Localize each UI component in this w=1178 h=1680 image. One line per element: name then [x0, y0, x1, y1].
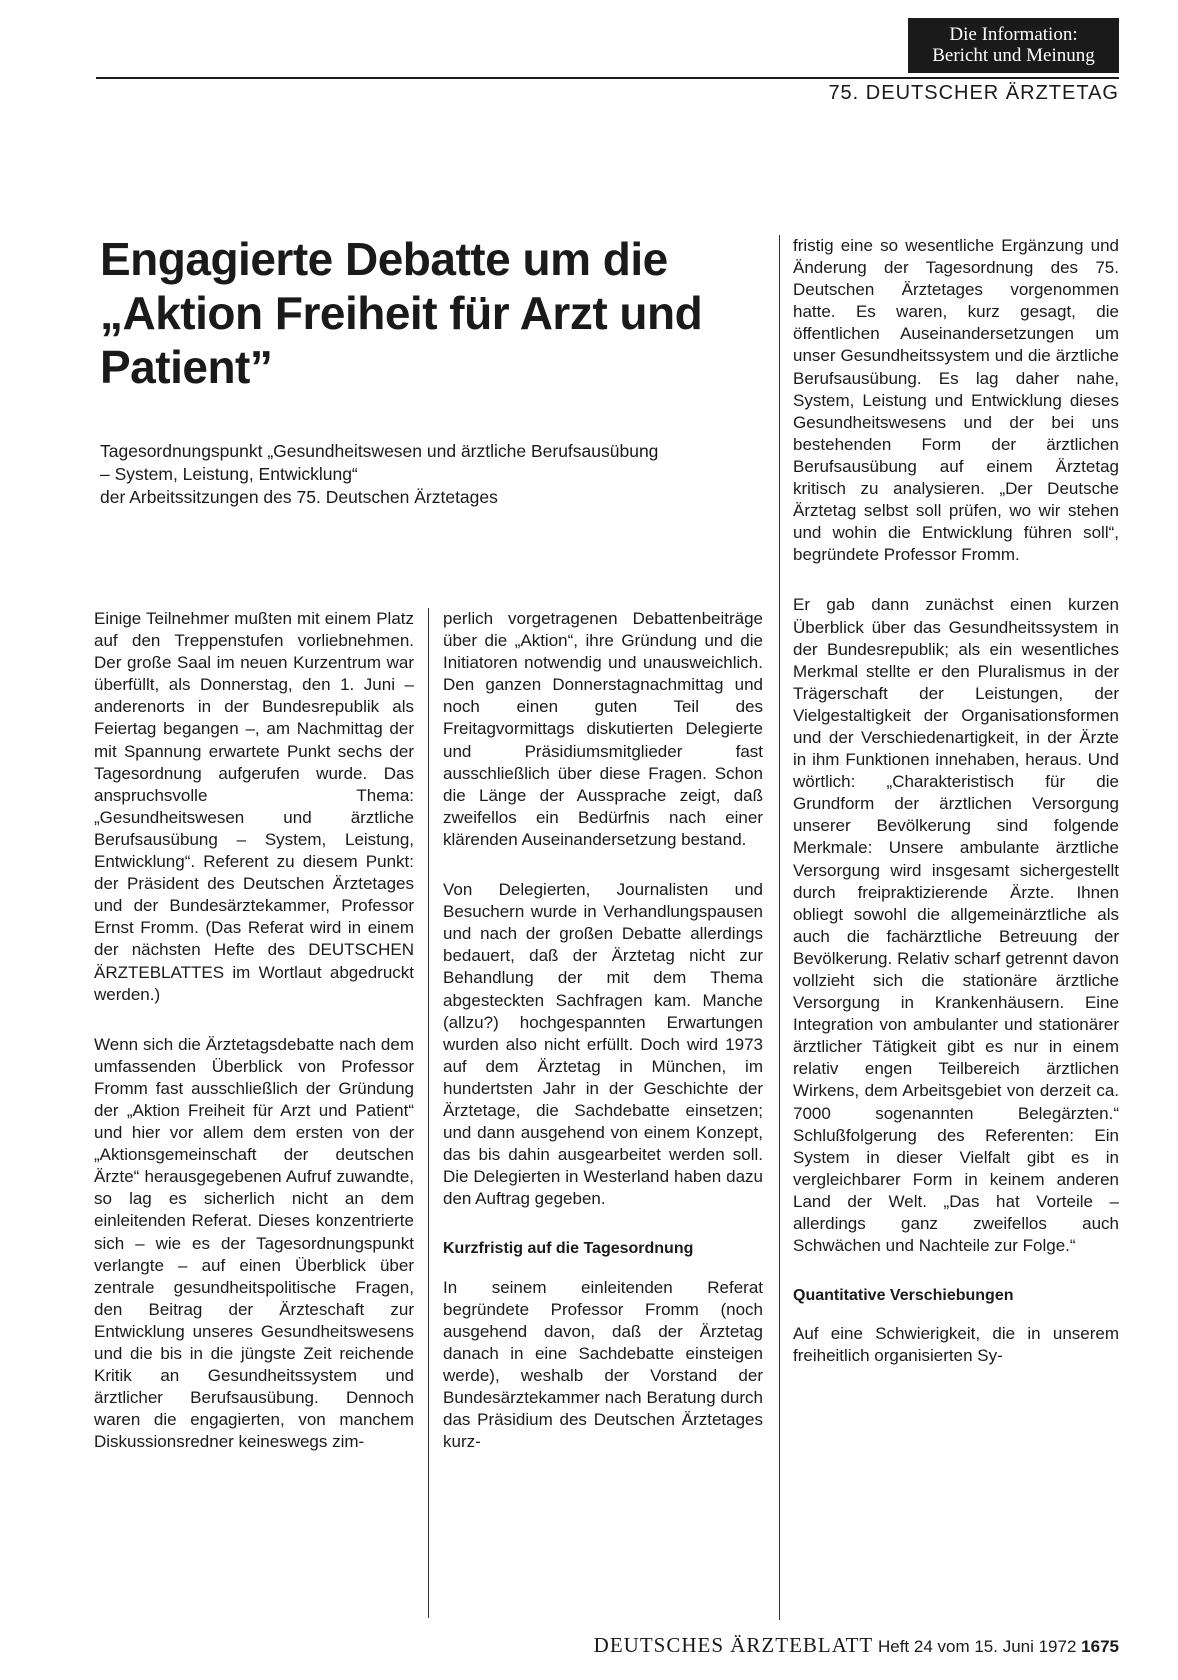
article-subtitle: [100, 440, 760, 509]
paragraph: Von Delegierten, Journalisten und Besuchern wurde in Verhandlungspausen und nach der großen Debatte allerdings bedauert, daß der Ärztetag nicht zur Behandlung der mit dem Thema abgesteckten Sachfragen kam. Manche (allzu?) hochgespannten Erwartungen wurden also nicht erfüllt. Doch wird 1973 auf dem Ärztetag in München, im hundertsten Jahr in der Geschichte der Ärztetage, die Sachdebatte einsetzen; und dann ausgehend von einem Konzept, das bis dahin ausgearbeitet werden soll. Die Delegierten in Westerland haben dazu den Auftrag gegeben.: [443, 880, 763, 1209]
paragraph: Einige Teilnehmer mußten mit einem Platz auf den Treppenstufen vorliebnehmen. Der große Saal im neuen Kurzentrum war überfüllt, als Donnerstag, den 1. Juni – anderenorts in der Bundesrepublik als Feiertag begangen –, am Nachmittag der mit Spannung erwartete Punkt sechs der Tagesordnung aufgerufen wurde. Das anspruchsvolle Thema: „Gesundheitswesen und ärztliche Berufsausübung – System, Leistung, Entwicklung“. Referent zu diesem Punkt: der Präsident des Deutschen Ärztetages und der Bundesärztekammer, Professor Ernst Fromm. (Das Referat wird in einem der nächsten Hefte des DEUTSCHEN ÄRZTEBLATTES im Wortlaut abgedruckt werden.): [94, 609, 414, 1004]
subtitle-line-1: Tagesordnungspunkt „Gesundheitswesen und ärztliche Berufsausübung: [100, 441, 659, 461]
text-column-1: [94, 608, 414, 1481]
subheading: Quantitative Verschiebungen: [793, 1287, 1014, 1305]
page-number: 1675: [1081, 1637, 1119, 1656]
article-title: Engagierte Debatte um die „Aktion Freiheit für Arzt und Patient”: [100, 233, 703, 393]
text-column-2: [443, 608, 763, 1481]
paragraph: Er gab dann zunächst einen kurzen Überblick über das Gesundheitssystem in der Bundesrepublik; als ein wesentliches Merkmal stellte er den Pluralismus in der Trägerschaft der Leistungen, der Vielgestaltigkeit der Organisationsformen und der Verschiedenartigkeit, in der Ärzte in ihm Funktionen innehaben, heraus. Und wörtlich: „Charakteristisch für die Grundform der ärztlichen Versorgung unserer Bevölkerung sind folgende Merkmale: Unsere ambulante ärztliche Versorgung wird insgesamt sichergestellt durch freipraktizierende Ärzte. Ihnen obliegt sowohl die allgemeinärztliche als auch die fachärztliche Betreuung der Bevölkerung. Relativ scharf getrennt davon vollzieht sich die stationäre ärztliche Versorgung in Krankenhäusern. Eine Integration von ambulanter und stationärer ärztlicher Tätigkeit gibt es nur in einem relativ engen Teilbereich ärztlichen Wirkens, dem Arbeitsgebiet von derzeit ca. 7000 sogenannten Belegärzten.“ Schlußfolgerung des Referenten: Ein System in dieser Vielfalt gibt es in vergleichbarer Form in keinem anderen Land der Welt. „Das hat Vorteile – allerdings ganz zweifellos auch Schwächen und Nachteile zur Folge.“: [793, 595, 1119, 1256]
column-divider: [779, 235, 780, 1620]
text-column-3: [793, 235, 1119, 1396]
subtitle-line-3: der Arbeitssitzungen des 75. Deutschen Ärztetages: [100, 487, 498, 507]
paragraph: Wenn sich die Ärztetagsdebatte nach dem umfassenden Überblick von Professor Fromm fast ausschließlich der Gründung der „Aktion Freiheit für Arzt und Patient“ und hier vor allem dem ersten von der „Aktionsgemeinschaft der deutschen Ärzte“ herausgegebenen Aufruf zuwandte, so lag es sicherlich nicht an dem einleitenden Referat. Dieses konzentrierte sich – wie es der Tagesordnungspunkt verlangte – auf einen Überblick über zentrale gesundheitspolitische Fragen, den Beitrag der Ärzteschaft zur Entwicklung unseres Gesundheitswesens und die bis in die jüngste Zeit reichende Kritik an Gesundheitssystem und ärztlicher Berufsausübung. Dennoch waren die engagierten, von manchem Diskussionsredner keineswegs zim-: [94, 1034, 414, 1452]
rubric-box: [908, 18, 1119, 73]
rubric-line-2: Bericht und Meinung: [932, 45, 1095, 66]
paragraph: In seinem einleitenden Referat begründete Professor Fromm (noch ausgehend davon, daß der Ärztetag danach in eine Sachdebatte einsteigen werde), weshalb der Vorstand der Bundesärztekammer nach Beratung durch das Präsidium des Deutschen Ärztetages kurz-: [443, 1277, 763, 1452]
subheading: Kurzfristig auf die Tagesordnung: [443, 1240, 694, 1258]
issue-info: Heft 24 vom 15. Juni 1972: [877, 1637, 1077, 1656]
rubric-line-1: Die Information:: [949, 24, 1078, 45]
paragraph: fristig eine so wesentliche Ergänzung und Änderung der Tagesordnung des 75. Deutschen Ärztetages vorgenommen hatte. Es waren, kurz gesagt, die öffentlichen Auseinandersetzungen um unser Gesundheitssystem und die ärztliche Berufsausübung. Es lag daher nahe, System, Leistung und Entwicklung dieses Gesundheitswesens und der bei uns bestehenden Form der ärztlichen Berufsausübung auf einem Ärztetag kritisch zu analysieren. „Der Deutsche Ärztetag selbst soll prüfen, wo wir stehen und wohin die Entwicklung führen soll“, begründete Professor Fromm.: [793, 236, 1119, 565]
page-footer: [594, 1633, 1119, 1658]
section-label: 75. DEUTSCHER ÄRZTETAG: [828, 82, 1119, 104]
column-divider: [428, 608, 429, 1618]
magazine-name: DEUTSCHES ÄRZTEBLATT: [593, 1633, 874, 1657]
paragraph: perlich vorgetragenen Debattenbeiträge über die „Aktion“, ihre Gründung und die Initiatoren notwendig und unausweichlich. Den ganzen Donnerstagnachmittag und noch einen guten Teil des Freitagvormittags diskutierten Delegierte und Präsidiumsmitglieder fast ausschließlich über diese Fragen. Schon die Länge der Aussprache zeigt, daß zweifellos ein Bedürfnis nach einer klärenden Auseinandersetzung bestand.: [443, 609, 763, 849]
subtitle-line-2: – System, Leistung, Entwicklung“: [100, 464, 358, 484]
paragraph: Auf eine Schwierigkeit, die in unserem freiheitlich organisierten Sy-: [793, 1324, 1119, 1366]
header-rule: [96, 77, 1119, 79]
